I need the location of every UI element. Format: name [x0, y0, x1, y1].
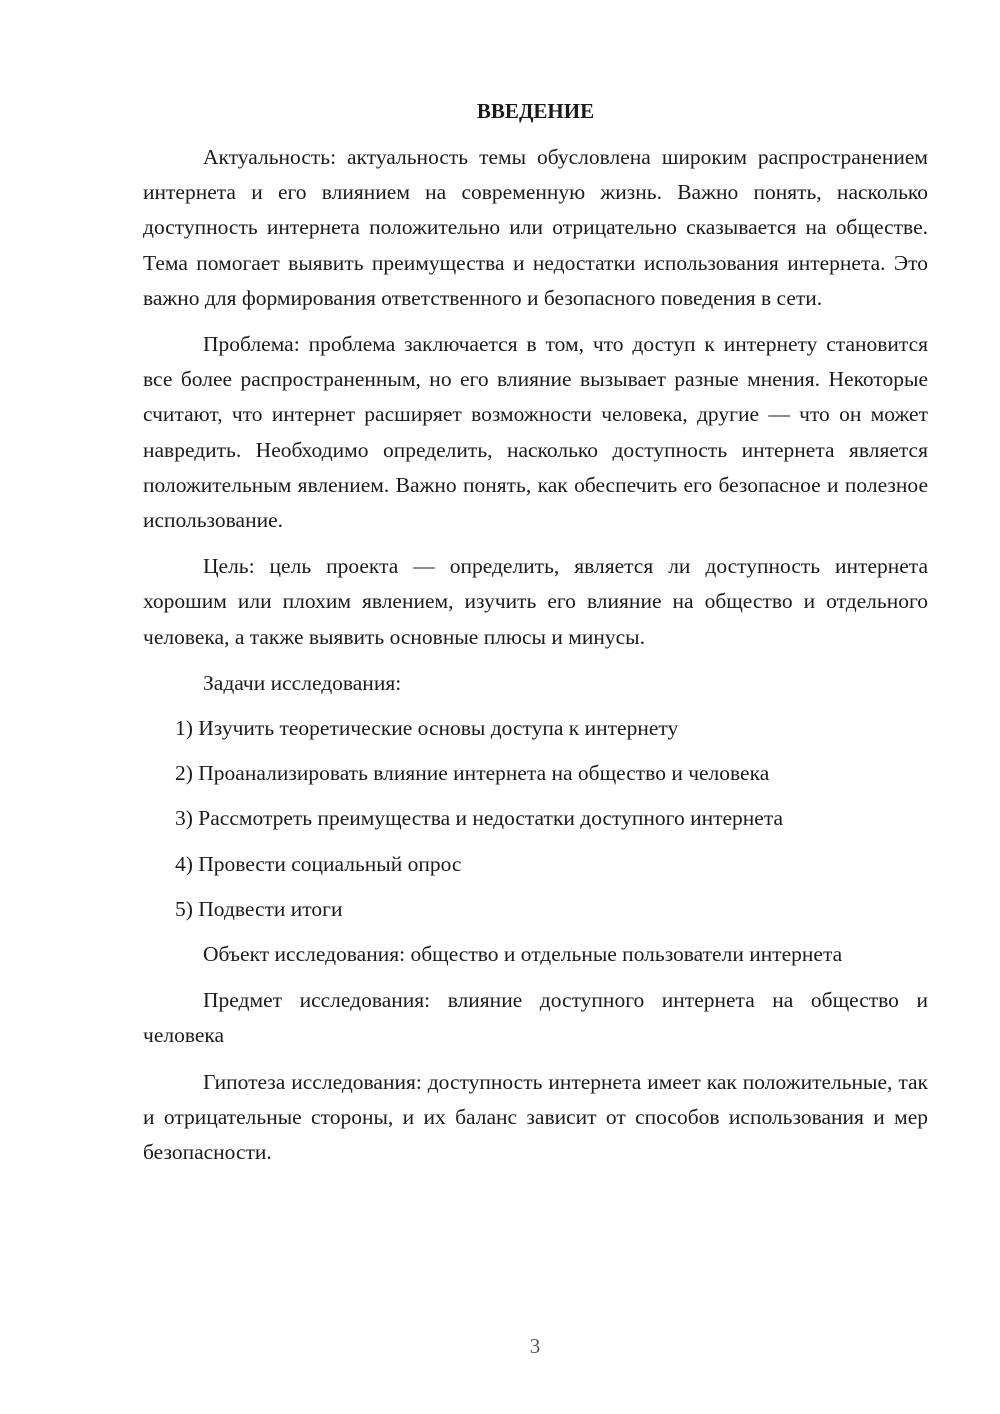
problem-paragraph: Проблема: проблема заключается в том, что доступ к интернету становится все более распространенным, но его влияние вызывает разные мнения. Некоторые считают, что интернет расширяет возможности человека, другие — что он может навредить. Необходимо определить, насколько доступность интернета является положительным явлением. Важно понять, как обеспечить его безопасное и полезное использование. [143, 332, 928, 533]
subject-paragraph: Предмет исследования: влияние доступного интернета на общество и человека [143, 988, 928, 1048]
tasks-heading: Задачи исследования: [203, 670, 402, 695]
goal-paragraph: Цель: цель проекта — определить, является ли доступность интернета хорошим или плохим явлением, изучить его влияние на общество и отдельного человека, а также выявить основные плюсы и минусы. [143, 554, 928, 649]
section-title: ВВЕДЕНИЕ [476, 99, 595, 123]
relevance-paragraph: Актуальность: актуальность темы обусловлена широким распространением интернета и его влиянием на современную жизнь. Важно понять, насколько доступность интернета положительно или отрицательно сказывается на обществе. Тема помогает выявить преимущества и недостатки использования интернета. Это важно для формирования ответственного и безопасного поведения в сети. [143, 145, 928, 310]
page-number: 3 [529, 1334, 541, 1358]
task-item: 1) Изучить теоретические основы доступа к интернету [175, 716, 679, 741]
hypothesis-paragraph: Гипотеза исследования: доступность интернета имеет как положительные, так и отрицательные стороны, и их баланс зависит от способов использования и мер безопасности. [143, 1069, 928, 1165]
tasks-list [143, 711, 928, 927]
task-item: 4) Провести социальный опрос [175, 851, 462, 876]
task-item: 5) Подвести итоги [175, 896, 343, 921]
document-page [143, 96, 928, 1181]
task-item: 3) Рассмотреть преимущества и недостатки доступного интернета [175, 806, 784, 831]
task-item: 2) Проанализировать влияние интернета на общество и человека [175, 761, 770, 786]
object-paragraph: Объект исследования: общество и отдельные пользователи интернета [203, 942, 843, 967]
